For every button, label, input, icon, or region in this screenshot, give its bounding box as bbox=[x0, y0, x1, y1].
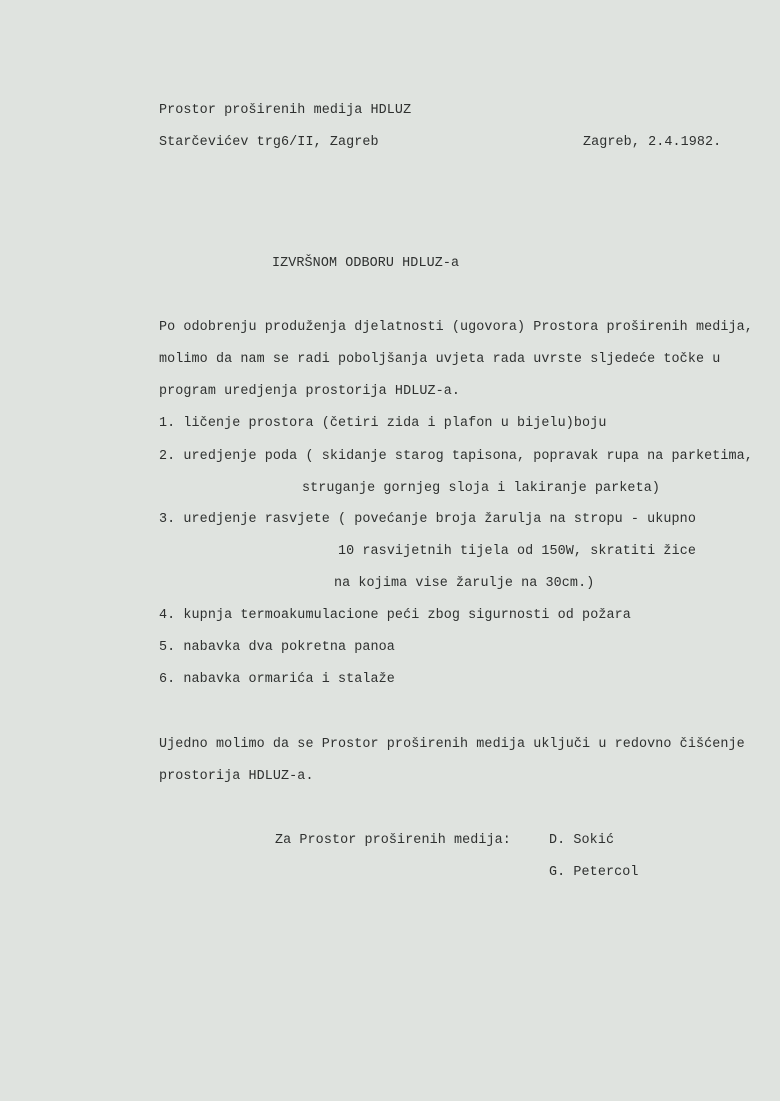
list-item-3-line-1: 3. uredjenje rasvjete ( povećanje broja žarulja na stropu - ukupno bbox=[159, 512, 696, 527]
closing-line-2: prostorija HDLUZ-a. bbox=[159, 769, 314, 784]
list-item-3-line-2: 10 rasvijetnih tijela od 150W, skratiti žice bbox=[338, 544, 696, 559]
recipient-heading: IZVRŠNOM ODBORU HDLUZ-a bbox=[272, 256, 460, 271]
list-item-5: 5. nabavka dva pokretna panoa bbox=[159, 640, 395, 655]
intro-line-3: program uredjenja prostorija HDLUZ-a. bbox=[159, 384, 461, 399]
intro-line-2: molimo da nam se radi poboljšanja uvjeta rada uvrste sljedeće točke u bbox=[159, 352, 721, 367]
signatory-2: G. Petercol bbox=[549, 865, 639, 880]
signatory-1: D. Sokić bbox=[549, 833, 615, 848]
list-item-6: 6. nabavka ormarića i stalaže bbox=[159, 672, 395, 687]
signature-label: Za Prostor proširenih medija: bbox=[275, 833, 511, 848]
closing-line-1: Ujedno molimo da se Prostor proširenih medija uključi u redovno čišćenje bbox=[159, 737, 745, 752]
place-date: Zagreb, 2.4.1982. bbox=[583, 135, 722, 150]
sender-line-2: Starčevićev trg6/II, Zagreb bbox=[159, 135, 379, 150]
list-item-3-line-3: na kojima vise žarulje na 30cm.) bbox=[334, 576, 595, 591]
intro-line-1: Po odobrenju produženja djelatnosti (ugovora) Prostora proširenih medija, bbox=[159, 320, 753, 335]
list-item-2-line-2: struganje gornjeg sloja i lakiranje parketa) bbox=[302, 481, 660, 496]
list-item-1: 1. ličenje prostora (četiri zida i plafon u bijelu)boju bbox=[159, 416, 607, 431]
list-item-4: 4. kupnja termoakumulacione peći zbog sigurnosti od požara bbox=[159, 608, 631, 623]
list-item-2-line-1: 2. uredjenje poda ( skidanje starog tapisona, popravak rupa na parketima, bbox=[159, 449, 753, 464]
sender-line-1: Prostor proširenih medija HDLUZ bbox=[159, 103, 412, 118]
